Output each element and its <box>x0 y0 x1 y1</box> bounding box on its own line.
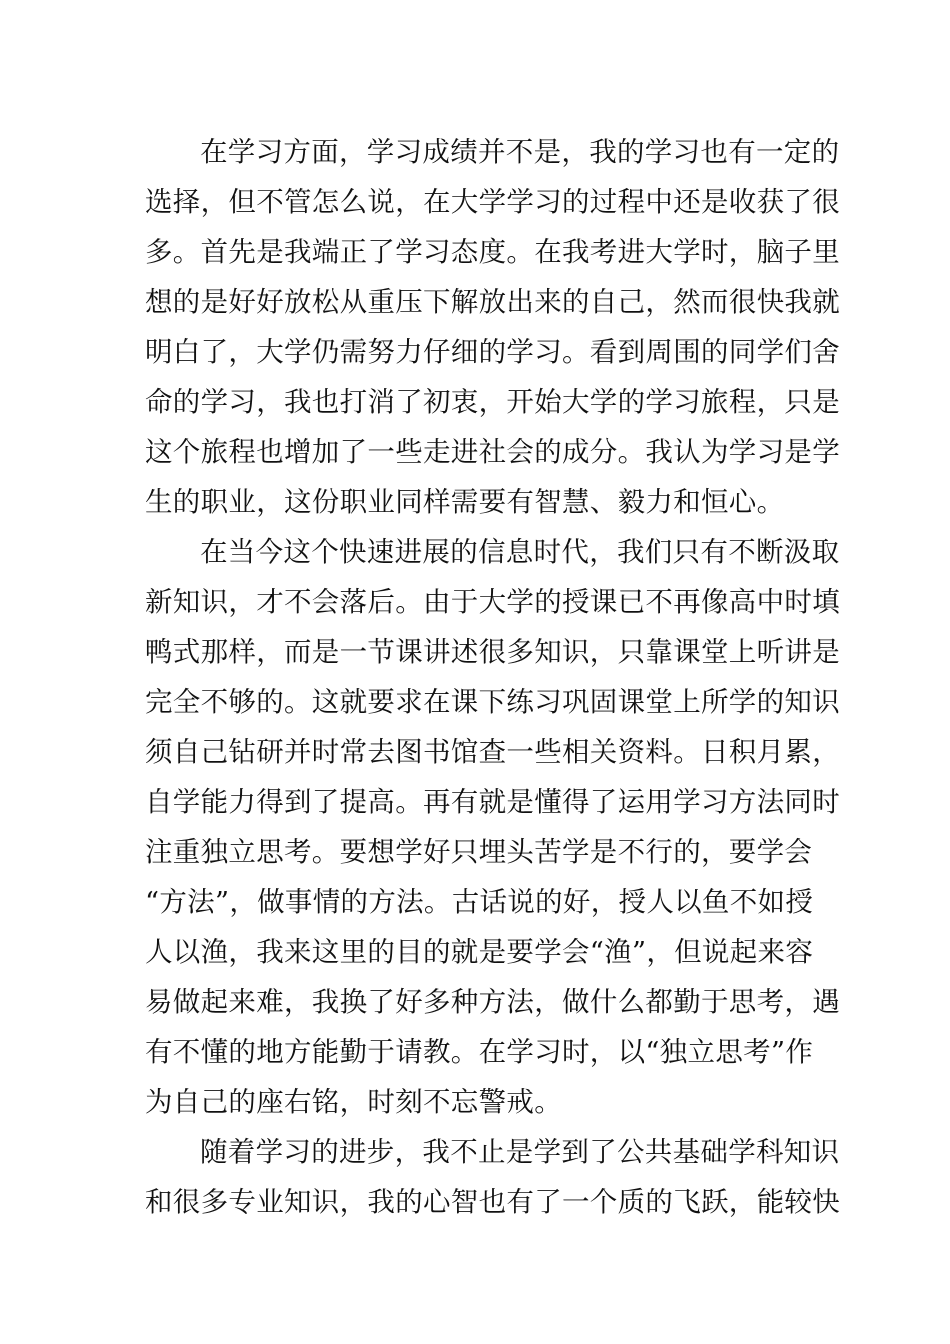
text-line: 有不懂的地方能勤于请教。在学习时，以“独立思考”作 <box>145 1036 814 1068</box>
text-line: 明白了，大学仍需努力仔细的学习。看到周围的同学们舍 <box>145 336 840 368</box>
text-line: 自学能力得到了提高。再有就是懂得了运用学习方法同时 <box>145 786 840 818</box>
text-line: 为自己的座右铭，时刻不忘警戒。 <box>145 1086 562 1118</box>
text-line: 想的是好好放松从重压下解放出来的自己，然而很快我就 <box>145 286 840 318</box>
text-line: 命的学习，我也打消了初衷，开始大学的学习旅程，只是 <box>145 386 840 418</box>
text-line: 多。首先是我端正了学习态度。在我考进大学时，脑子里 <box>145 236 840 268</box>
text-line: 完全不够的。这就要求在课下练习巩固课堂上所学的知识 <box>145 686 840 718</box>
paragraph-2 <box>145 527 840 1127</box>
text-line: 和很多专业知识，我的心智也有了一个质的飞跃，能较快 <box>145 1186 840 1218</box>
paragraph-1 <box>145 127 840 527</box>
text-line: 随着学习的进步，我不止是学到了公共基础学科知识 <box>200 1136 840 1168</box>
text-line: 选择，但不管怎么说，在大学学习的过程中还是收获了很 <box>145 186 840 218</box>
text-line: 人以渔，我来这里的目的就是要学会“渔”，但说起来容 <box>145 936 814 968</box>
text-line: 生的职业，这份职业同样需要有智慧、毅力和恒心。 <box>145 486 785 518</box>
document-body <box>145 127 840 1227</box>
text-line: 在当今这个快速进展的信息时代，我们只有不断汲取 <box>200 536 840 568</box>
text-line: 新知识，才不会落后。由于大学的授课已不再像高中时填 <box>145 586 840 618</box>
text-line: 在学习方面，学习成绩并不是，我的学习也有一定的 <box>200 136 840 168</box>
text-line: “方法”，做事情的方法。古话说的好，授人以鱼不如授 <box>145 886 814 918</box>
text-line: 注重独立思考。要想学好只埋头苦学是不行的，要学会 <box>145 836 813 868</box>
text-line: 这个旅程也增加了一些走进社会的成分。我认为学习是学 <box>145 436 840 468</box>
paragraph-3 <box>145 1127 840 1227</box>
text-line: 鸭式那样，而是一节课讲述很多知识，只靠课堂上听讲是 <box>145 636 840 668</box>
text-line: 须自己钻研并时常去图书馆查一些相关资料。日积月累， <box>145 736 840 768</box>
text-line: 易做起来难，我换了好多种方法，做什么都勤于思考，遇 <box>145 986 840 1018</box>
